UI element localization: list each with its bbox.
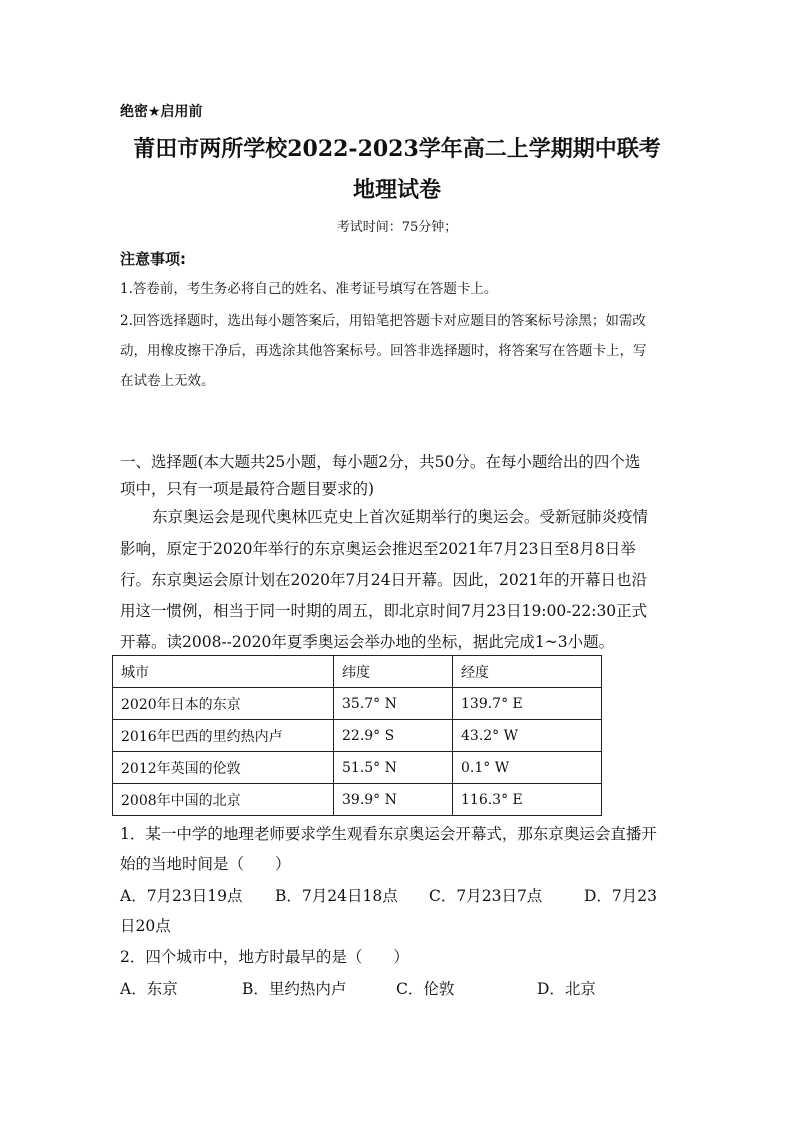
question-2-option-d: D．北京 [537, 980, 596, 998]
question-1-option-c: C．7月23日7点 [429, 887, 543, 905]
table-row [113, 688, 602, 720]
table-row [113, 784, 602, 816]
question-2-stem: 2．四个城市中，地方时最早的是（ ） [120, 948, 409, 966]
question-1-option-d: D．7月23 [584, 887, 658, 905]
question-1-option-b: B．7月24日18点 [275, 887, 398, 905]
question-1-option-a: A．7月23日19点 [120, 887, 243, 905]
question-2-option-c: C．伦敦 [396, 980, 455, 998]
note-line: 动，用橡皮擦干净后，再选涂其他答案标号。回答非选择题时，将答案写在答题卡上，写 [120, 343, 647, 359]
question-1-stem: 1．某一中学的地理老师要求学生观看东京奥运会开幕式，那东京奥运会直播开 [120, 825, 657, 843]
cell-city: 2016年巴西的里约热内卢 [113, 720, 334, 752]
table-row [113, 752, 602, 784]
table-header-row [113, 656, 602, 688]
notes-heading: 注意事项: [120, 250, 186, 268]
question-2-option-b: B．里约热内卢 [242, 980, 347, 998]
note-line: 1.答卷前，考生务必将自己的姓名、准考证号填写在答题卡上。 [120, 281, 498, 297]
olympic-host-coordinates-table [112, 655, 602, 816]
cell-longitude: 116.3° E [453, 784, 602, 816]
cell-city: 2020年日本的东京 [113, 688, 334, 720]
cell-city: 2008年中国的北京 [113, 784, 334, 816]
header-latitude: 纬度 [334, 656, 453, 688]
exam-subject: 地理试卷 [352, 177, 441, 203]
passage-line: 行。东京奥运会原计划在2020年7月24日开幕。因此，2021年的开幕日也沿 [120, 571, 647, 589]
question-1-stem: 始的当地时间是（ ） [120, 855, 291, 873]
table-row [113, 720, 602, 752]
cell-longitude: 43.2° W [453, 720, 602, 752]
cell-longitude: 139.7° E [453, 688, 602, 720]
exam-duration: 考试时间：75分钟； [336, 220, 458, 235]
cell-latitude: 35.7° N [334, 688, 453, 720]
passage-line: 东京奥运会是现代奥林匹克史上首次延期举行的奥运会。受新冠肺炎疫情 [152, 508, 649, 526]
question-2-option-a: A．东京 [120, 980, 178, 998]
passage-line: 开幕。读2008--2020年夏季奥运会举办地的坐标，据此完成1~3小题。 [120, 633, 615, 651]
confidential-label: 绝密★启用前 [120, 104, 203, 120]
cell-latitude: 51.5° N [334, 752, 453, 784]
cell-longitude: 0.1° W [453, 752, 602, 784]
cell-city: 2012年英国的伦敦 [113, 752, 334, 784]
passage-line: 影响，原定于2020年举行的东京奥运会推迟至2021年7月23日至8月8日举 [120, 540, 636, 558]
cell-latitude: 22.9° S [334, 720, 453, 752]
question-1-option-d-wrap: 日20点 [120, 917, 171, 935]
section-instructions: 项中，只有一项是最符合题目要求的) [120, 480, 375, 498]
note-line: 2.回答选择题时，选出每小题答案后，用铅笔把答题卡对应题目的答案标号涂黑；如需改 [120, 313, 646, 329]
section-instructions: 一、选择题(本大题共25小题，每小题2分，共50分。在每小题给出的四个选 [120, 453, 641, 471]
passage-line: 用这一惯例，相当于同一时期的周五，即北京时间7月23日19:00-22:30正式 [120, 602, 648, 620]
header-city: 城市 [113, 656, 334, 688]
note-line: 在试卷上无效。 [120, 373, 215, 389]
exam-title: 莆田市两所学校2022-2023学年高二上学期期中联考 [133, 136, 661, 162]
header-longitude: 经度 [453, 656, 602, 688]
cell-latitude: 39.9° N [334, 784, 453, 816]
